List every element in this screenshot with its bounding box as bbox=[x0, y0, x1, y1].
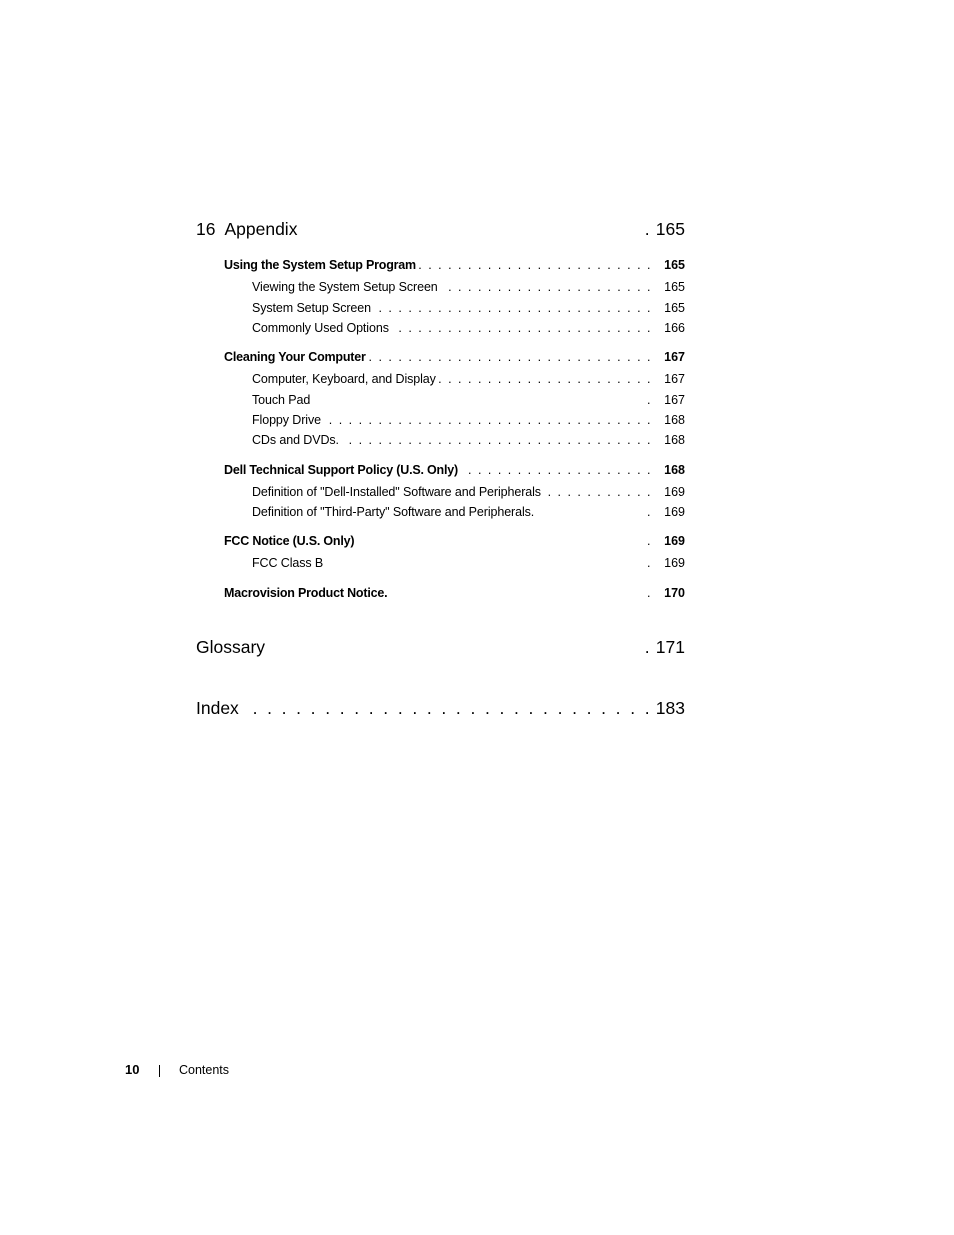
dot-leader: . bbox=[647, 505, 652, 519]
toc-entry[interactable] bbox=[0, 532, 954, 548]
toc-entry-page: 166 bbox=[664, 321, 685, 335]
toc-entry-label: CDs and DVDs. bbox=[252, 433, 339, 447]
dot-leader: . . . . . . . . . . . . . . . . . . . . . bbox=[448, 280, 652, 294]
toc-entry-title bbox=[252, 556, 323, 570]
toc-entry-page: 169 bbox=[664, 534, 685, 548]
toc-entry-label: FCC Class B bbox=[252, 556, 324, 570]
toc-entry[interactable] bbox=[0, 370, 954, 386]
toc-entry[interactable] bbox=[0, 695, 954, 719]
toc-entry[interactable] bbox=[0, 503, 954, 519]
toc-entry-title bbox=[252, 393, 310, 407]
dot-leader: . . . . . . . . . . . . . . . . . . . . . . bbox=[438, 372, 652, 386]
toc-entry-label: Dell Technical Support Policy (U.S. Only) bbox=[224, 463, 458, 477]
dot-leader: . . . . . . . . . . . . . . . . . . . . . . . . . . . . bbox=[252, 698, 652, 718]
toc-entry-page: 165 bbox=[664, 280, 685, 294]
toc-entry-label: Using the System Setup Program bbox=[224, 258, 416, 272]
toc-entry-label: Macrovision Product Notice. bbox=[224, 586, 388, 600]
dot-leader: . bbox=[644, 637, 652, 657]
toc-entry[interactable] bbox=[0, 319, 954, 335]
toc-entry[interactable] bbox=[0, 411, 954, 427]
toc-entry-label: Viewing the System Setup Screen bbox=[252, 280, 438, 294]
toc-entry-title bbox=[252, 485, 541, 499]
page-footer bbox=[0, 1060, 954, 1080]
dot-leader: . . . . . . . . . . . . . . . . . . . . . . . . . . . . . . . bbox=[348, 433, 652, 447]
toc-entry-title bbox=[252, 301, 371, 315]
chapter-number: 16 bbox=[196, 219, 216, 239]
dot-leader: . . . . . . . . . . . . . . . . . . . . . . . . . . bbox=[398, 321, 652, 335]
toc-entry-title bbox=[196, 698, 239, 719]
dot-leader: . bbox=[647, 586, 652, 600]
toc-entry-label: Definition of "Third-Party" Software and Peripherals. bbox=[252, 505, 535, 519]
toc-entry-page: 165 bbox=[664, 301, 685, 315]
page-number: 10 bbox=[125, 1062, 140, 1077]
toc-entry-page: 171 bbox=[655, 637, 685, 657]
toc-entry-page: 167 bbox=[664, 393, 685, 407]
toc-entry-label: Commonly Used Options bbox=[252, 321, 389, 335]
toc-entry[interactable] bbox=[0, 634, 954, 658]
toc-entry-label: Cleaning Your Computer bbox=[224, 350, 366, 364]
dot-leader: . bbox=[647, 556, 652, 570]
toc-entry[interactable] bbox=[0, 256, 954, 272]
dot-leader: . bbox=[644, 219, 652, 239]
toc-entry-label: Definition of "Dell-Installed" Software and Peripherals bbox=[252, 485, 541, 499]
toc-entry-title bbox=[252, 505, 534, 519]
toc-entry[interactable] bbox=[0, 461, 954, 477]
toc-entry[interactable] bbox=[0, 431, 954, 447]
toc-entry-title bbox=[196, 637, 265, 658]
toc-entry[interactable] bbox=[0, 584, 954, 600]
toc-entry-label: Index bbox=[196, 698, 239, 718]
toc-entry-title bbox=[252, 321, 389, 335]
toc-entry-label: Touch Pad bbox=[252, 393, 311, 407]
toc-entry-title bbox=[224, 463, 458, 477]
toc-entry-page: 169 bbox=[664, 485, 685, 499]
toc-entry[interactable] bbox=[0, 299, 954, 315]
footer-section-label: Contents bbox=[179, 1063, 230, 1077]
dot-leader: . bbox=[647, 393, 652, 407]
toc-entry-label: FCC Notice (U.S. Only) bbox=[224, 534, 355, 548]
toc-entry-label: Computer, Keyboard, and Display bbox=[252, 372, 436, 386]
toc-entry-title bbox=[196, 219, 297, 240]
toc-entry-title bbox=[224, 350, 366, 364]
toc-entry-label: Floppy Drive bbox=[252, 413, 321, 427]
toc-entry-page: 165 bbox=[664, 258, 685, 272]
toc-entry[interactable] bbox=[0, 554, 954, 570]
toc-entry-title bbox=[252, 433, 339, 447]
footer-separator bbox=[159, 1065, 160, 1077]
toc-entry-label: System Setup Screen bbox=[252, 301, 371, 315]
toc-entry[interactable] bbox=[0, 483, 954, 499]
toc-entry[interactable] bbox=[0, 278, 954, 294]
toc-entry-page: 168 bbox=[664, 463, 685, 477]
toc-entry-page: 168 bbox=[664, 413, 685, 427]
toc-entry-page: 167 bbox=[664, 350, 685, 364]
toc-entry-page: 167 bbox=[664, 372, 685, 386]
dot-leader: . . . . . . . . . . . . . . . . . . . . . . . . . . . . . . . . . bbox=[328, 413, 652, 427]
toc-entry-label: Glossary bbox=[196, 637, 266, 657]
toc-entry-page: 168 bbox=[664, 433, 685, 447]
toc-entry-title bbox=[224, 534, 354, 548]
dot-leader: . . . . . . . . . . . . . . . . . . . . . . . . bbox=[418, 258, 652, 272]
toc-entry[interactable] bbox=[0, 348, 954, 364]
dot-leader: . . . . . . . . . . . bbox=[547, 485, 652, 499]
dot-leader: . . . . . . . . . . . . . . . . . . . bbox=[468, 463, 652, 477]
toc-entry-label: Appendix bbox=[224, 219, 298, 239]
toc-entry-title bbox=[252, 280, 438, 294]
toc-entry-title bbox=[252, 413, 321, 427]
toc-entry-page: 169 bbox=[664, 505, 685, 519]
dot-leader: . . . . . . . . . . . . . . . . . . . . . . . . . . . . bbox=[378, 301, 652, 315]
toc-entry-page: 169 bbox=[664, 556, 685, 570]
toc-entry-title bbox=[252, 372, 436, 386]
toc-entry-title bbox=[224, 258, 416, 272]
toc-entry[interactable] bbox=[0, 216, 954, 240]
toc-entry-title bbox=[224, 586, 387, 600]
toc-entry-page: 165 bbox=[655, 219, 685, 239]
dot-leader: . bbox=[647, 534, 652, 548]
toc-entry-page: 170 bbox=[664, 586, 685, 600]
toc-entry-page: 183 bbox=[655, 698, 685, 718]
dot-leader: . . . . . . . . . . . . . . . . . . . . . . . . . . . . . bbox=[368, 350, 652, 364]
toc-entry[interactable] bbox=[0, 391, 954, 407]
